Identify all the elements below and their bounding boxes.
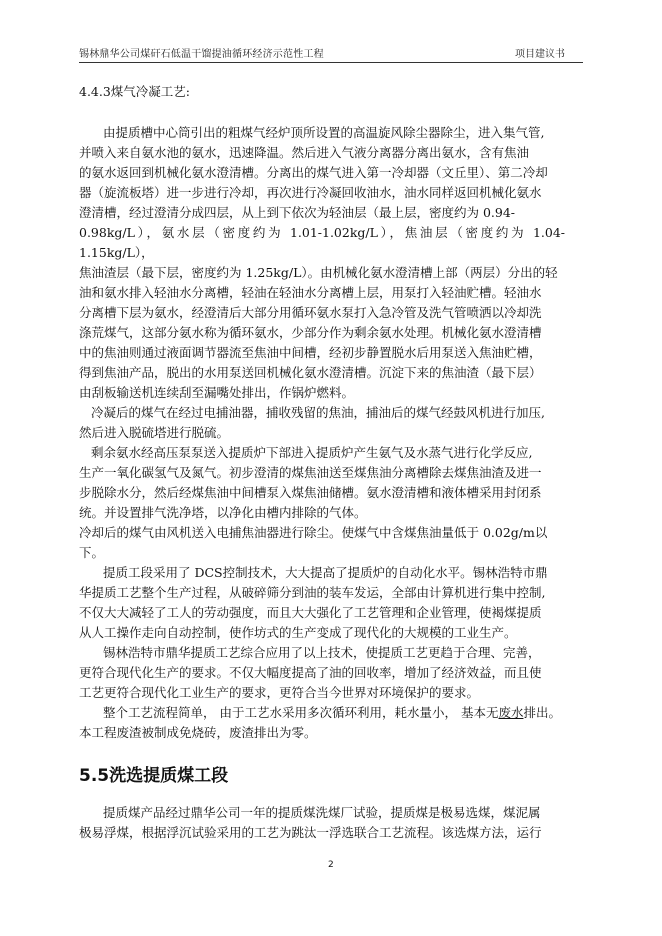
text-line: 由提质槽中心筒引出的粗煤气经炉顶所设置的高温旋风除尘器除尘，进入集气管, — [103, 125, 545, 140]
text-line: 中的焦油则通过液面调节器流至焦油中间槽，经初步静置脱水后用泵送入焦油贮槽， — [79, 345, 542, 360]
text-line: 澄清槽，经过澄清分成四层，从上到下依次为轻油层（最上层，密度约为 0.94- — [79, 205, 516, 220]
text-line: 油和氨水排入轻油水分离槽，轻油在轻油水分离槽上层，用泵打入轻油贮槽。轻油水 — [79, 285, 542, 300]
page-header — [79, 42, 583, 63]
header-doc-type: 项目建议书 — [515, 49, 565, 60]
header-project-title: 锡林鼎华公司煤矸石低温干馏提油循环经济示范性工程 — [79, 49, 324, 60]
text-line: 焦油渣层（最下层，密度约为 1.25kg/L）。由机械化氨水澄清槽上部（两层）分出的轻 — [79, 265, 558, 280]
text-line: 统。并设置排气洗净塔，以净化由槽内排除的气体。 — [79, 505, 367, 520]
text-line: 冷却后的煤气由风机送入电捕焦油器进行除尘。使煤气中含煤焦油量低于 0.02g/m以 — [79, 525, 548, 540]
text-line: 0.98kg/L），氨水层（密度约为 1.01-1.02kg/L），焦油层（密度约为 1.04-1.15kg/L）， — [79, 225, 565, 260]
text-line: 得到焦油产品，脱出的水用泵送回机械化氨水澄清槽。沉淀下来的焦油渣（最下层） — [79, 365, 542, 380]
text-line — [79, 703, 565, 723]
text-line: 更符合现代化生产的要求。不仅大幅度提高了油的回收率，增加了经济效益，而且使 — [79, 665, 542, 680]
text-line: 器（旋流板塔）进一步进行冷却，再次进行冷凝回收油水，油水同样返回机械化氨水 — [79, 185, 542, 200]
text-line: 剩余氨水经高压泵泵送入提质炉下部进入提质炉产生氨气及水蒸气进行化学反应, — [91, 445, 533, 460]
body-text — [79, 123, 565, 743]
text-line: 冷凝后的煤气在经过电捕油器，捕收残留的焦油，捕油后的煤气经鼓风机进行加压, — [91, 405, 545, 420]
text-line: 提质煤产品经过鼎华公司一年的提质煤洗煤厂试验，提质煤是极易选煤，煤泥属 — [103, 805, 541, 820]
underlined-word: 废水 — [498, 705, 524, 720]
text-run: 整个工艺流程简单， 由于工艺水采用多次循环利用，耗水量小， 基本无 — [103, 705, 499, 720]
section-heading-4-4-3: 4.4.3煤气冷凝工艺: — [79, 84, 191, 99]
section-heading-5-5: 5.5洗选提质煤工段 — [79, 766, 229, 786]
text-run: 排出。 — [523, 705, 561, 720]
text-line: 并喷入来自氨水池的氨水，迅速降温。然后进入气液分离器分离出氨水，含有焦油 — [79, 145, 530, 160]
text-line: 工艺更符合现代化工业生产的要求，更符合当今世界对环境保护的要求。 — [79, 685, 480, 700]
text-line: 不仅大大减轻了工人的劳动强度，而且大大强化了工艺管理和企业管理，使褐煤提质 — [79, 605, 542, 620]
text-line: 下。 — [79, 545, 105, 560]
text-line: 锡林浩特市鼎华提质工艺综合应用了以上技术，使提质工艺更趋于合理、完善， — [103, 645, 541, 660]
text-line: 步脱除水分，然后经煤焦油中间槽泵入煤焦油储槽。氨水澄清槽和液体槽采用封闭系 — [79, 485, 542, 500]
text-line: 分离槽下层为氨水，经澄清后大部分用循环氨水泵打入急冷管及洗气管喷洒以冷却洗 — [79, 305, 542, 320]
text-line: 本工程废渣被制成免烧砖，废渣排出为零。 — [79, 725, 317, 740]
text-line: 华提质工艺整个生产过程，从破碎筛分到油的装车发运，全部由计算机进行集中控制, — [79, 585, 546, 600]
text-line: 从人工操作走向自动控制，使作坊式的生产变成了现代化的大规模的工业生产。 — [79, 625, 517, 640]
text-line: 的氨水返回到机械化氨水澄清槽。分离出的煤气进入第一冷却器（文丘里）、第二冷却 — [79, 165, 548, 180]
text-line: 生产一氧化碳氢气及氮气。初步澄清的煤焦油送至煤焦油分离槽除去煤焦油渣及进一 — [79, 465, 542, 480]
text-line: 然后进入脱硫塔进行脱硫。 — [79, 425, 230, 440]
text-line: 由刮板输送机连续刮至漏嘴处排出，作锅炉燃料。 — [79, 385, 355, 400]
text-line: 提质工段采用了 DCS控制技术，大大提高了提质炉的自动化水平。锡林浩特市鼎 — [103, 565, 548, 580]
page-number: 2 — [328, 860, 334, 870]
text-line: 极易浮煤，根据浮沉试验采用的工艺为跳汰一浮选联合工艺流程。该选煤方法，运行 — [79, 825, 542, 840]
text-line: 涤荒煤气，这部分氨水称为循环氨水，少部分作为剩余氨水处理。机械化氨水澄清槽 — [79, 325, 542, 340]
body-text-section-5-5 — [79, 803, 565, 843]
